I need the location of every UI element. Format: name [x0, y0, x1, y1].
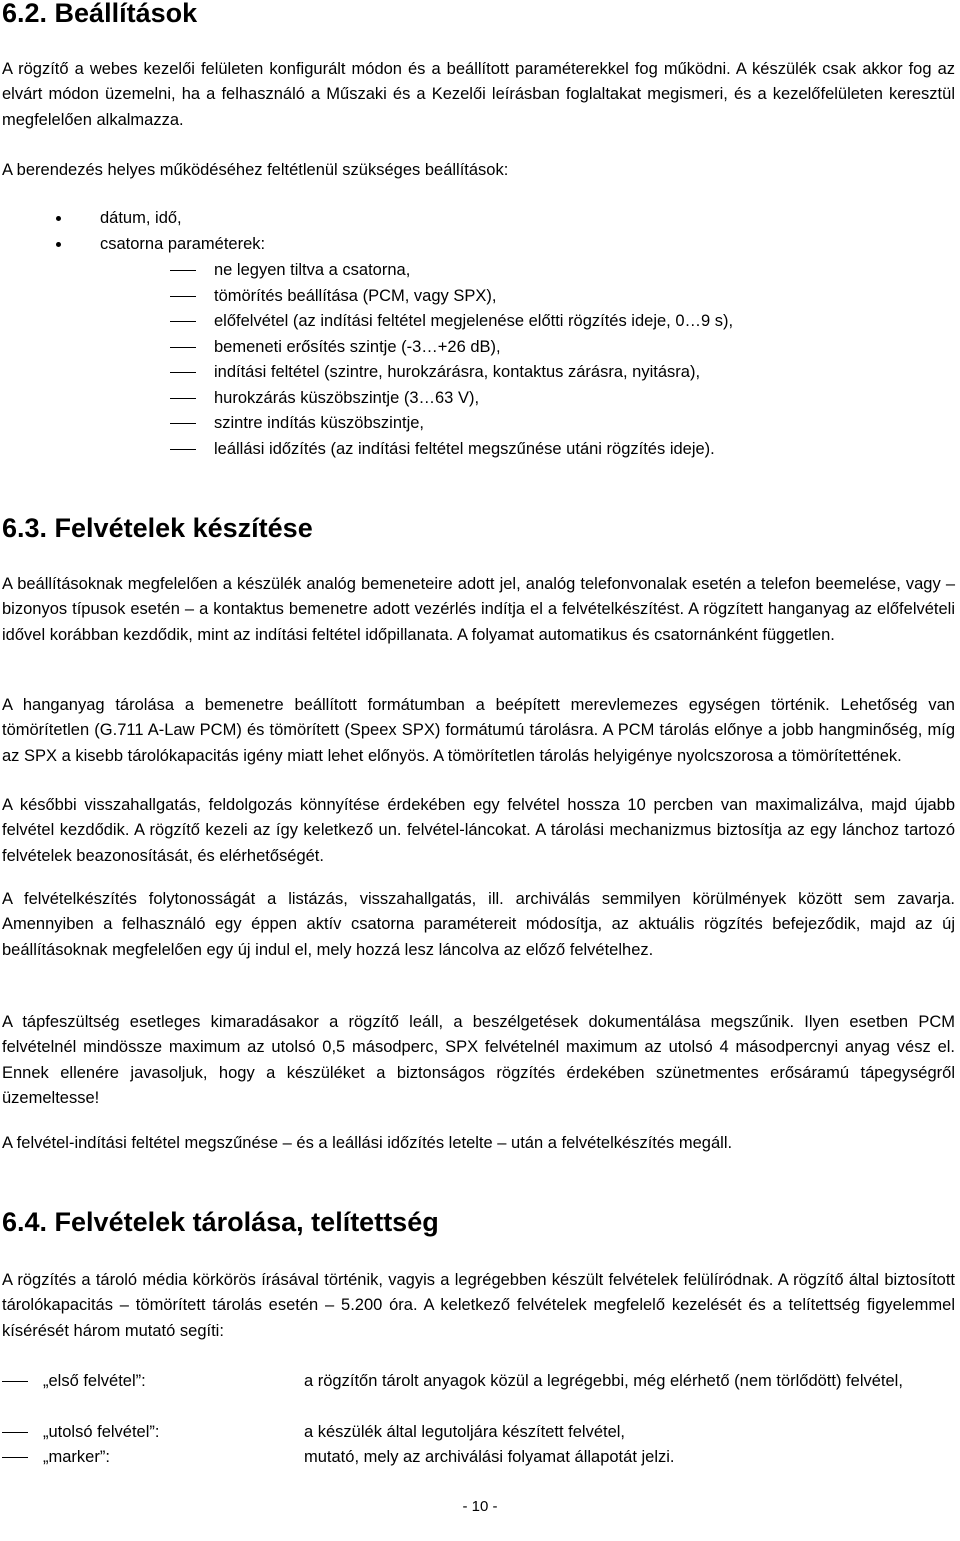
body-paragraph: A hanganyag tárolása a bemenetre beállított formátumban a beépített merevlemezes egységen történik. Lehetőség van tömörítetlen (G.711 A-Law PCM) és tömörített (Speex SPX) formátumú tárolásra. A PCM tárolás előnye a jobb hangminőség, míg az SPX a kisebb tárolókapacitás igény miatt lehet előnyös. A tömörítetlen tárolás helyigénye nyolcszorosa a tömörítettének.	[2, 696, 955, 765]
dash-icon	[2, 1457, 28, 1458]
dash-icon	[170, 372, 196, 373]
definition-term: „első felvétel”:	[43, 1372, 146, 1390]
intro-paragraph: A rögzítő a webes kezelői felületen konfigurált módon és a beállított paraméterekkel fog működni. A készülék csak akkor fog az elvárt módon üzemelni, ha a felhasználó a Műszaki és a Kezelői leírásban foglaltakat megismeri, és a kezelőfelületen keresztül megfelelően alkalmazza.	[2, 60, 955, 129]
definition-term: „marker”:	[43, 1448, 110, 1466]
body-paragraph: A későbbi visszahallgatás, feldolgozás könnyítése érdekében egy felvétel hossza 10 percben van maximalizálva, majd újabb felvétel kezdődik. A rögzítő kezeli az így keletkező un. felvétel-láncokat. A tárolási mechanizmus biztosítja az egy lánchoz tartozó felvételek beazonosítását, és elérhetőségét.	[2, 796, 955, 865]
sub-list-text: szintre indítás küszöbszintje,	[214, 414, 425, 432]
definition-term: „utolsó felvétel”:	[43, 1423, 160, 1441]
dash-icon	[170, 296, 196, 297]
sub-list-text: előfelvétel (az indítási feltétel megjelenése előtti rögzítés ideje, 0…9 s),	[214, 312, 734, 330]
section-heading-6-2: 6.2. Beállítások	[2, 0, 198, 28]
bullet-text: csatorna paraméterek:	[100, 235, 266, 253]
bullet-dot-icon	[56, 242, 61, 247]
dash-icon	[170, 449, 196, 450]
sub-list-text: hurokzárás küszöbszintje (3…63 V),	[214, 389, 480, 407]
sub-list-text: tömörítés beállítása (PCM, vagy SPX),	[214, 287, 497, 305]
bullet-text: dátum, idő,	[100, 209, 182, 227]
body-paragraph: A beállításoknak megfelelően a készülék analóg bemeneteire adott jel, analóg telefonvonalak esetén a telefon beemelése, vagy – bizonyos típusok esetén – a kontaktus bemenetre adott vezérlés indítja el a felvételkészítést. A rögzített hanganyag az előfelvételi idővel korábban kezdődik, mint az indítási feltétel időpillanata. A folyamat automatikus és csatornánként független.	[2, 575, 955, 644]
dash-icon	[170, 347, 196, 348]
body-paragraph: A felvétel-indítási feltétel megszűnése – és a leállási időzítés letelte – után a felvételkészítés megáll.	[2, 1134, 733, 1152]
dash-icon	[170, 398, 196, 399]
dash-icon	[2, 1432, 28, 1433]
body-paragraph: A tápfeszültség esetleges kimaradásakor a rögzítő leáll, a beszélgetések dokumentálása megszűnik. Ilyen esetben PCM felvételnél mindössze maximum az utolsó 0,5 másodperc, SPX felvételnél maximum az utolsó 4 másodpercnyi anyag vész el. Ennek ellenére javasoljuk, hogy a készüléket a biztonságos rögzítés érdekében szünetmentes erősáramú tápegységről üzemeltesse!	[2, 1013, 955, 1108]
body-paragraph: A felvételkészítés folytonosságát a listázás, visszahallgatás, ill. archiválás semmilyen körülmények között sem zavarja. Amennyiben a felhasználó egy éppen aktív csatorna paramétereit módosítja, az aktuális rögzítés befejeződik, majd az új beállításoknak megfelelően egy új indul el, mely hozzá lesz láncolva az előző felvételhez.	[2, 890, 955, 959]
sub-list-text: ne legyen tiltva a csatorna,	[214, 261, 411, 279]
section-heading-6-4: 6.4. Felvételek tárolása, telítettség	[2, 1207, 439, 1237]
body-paragraph: A rögzítés a tároló média körkörös írásával történik, vagyis a legrégebben készült felvételek felülíródnak. A rögzítő által biztosított tárolókapacitás – tömörített tárolás esetén – 5.200 óra. A keletkező felvételek megfelelő kezelését és a telítettség figyelemmel kísérését három mutató segíti:	[2, 1271, 955, 1340]
bullet-dot-icon	[56, 216, 61, 221]
definition-description: mutató, mely az archiválási folyamat állapotát jelzi.	[304, 1448, 675, 1466]
dash-icon	[170, 270, 196, 271]
dash-icon	[170, 321, 196, 322]
sub-list-text: indítási feltétel (szintre, hurokzárásra, kontaktus zárásra, nyitásra),	[214, 363, 701, 381]
section-heading-6-3: 6.3. Felvételek készítése	[2, 513, 313, 543]
sub-list-text: leállási időzítés (az indítási feltétel megszűnése utáni rögzítés ideje).	[214, 440, 715, 458]
dash-icon	[2, 1381, 28, 1382]
required-settings-intro: A berendezés helyes működéséhez feltétlenül szükséges beállítások:	[2, 161, 509, 179]
definition-description: a rögzítőn tárolt anyagok közül a legrégebbi, még elérhető (nem törlődött) felvétel,	[304, 1372, 903, 1390]
sub-list-text: bemeneti erősítés szintje (-3…+26 dB),	[214, 338, 501, 356]
dash-icon	[170, 423, 196, 424]
page-number: - 10 -	[462, 1498, 498, 1515]
definition-description: a készülék által legutoljára készített felvétel,	[304, 1423, 626, 1441]
